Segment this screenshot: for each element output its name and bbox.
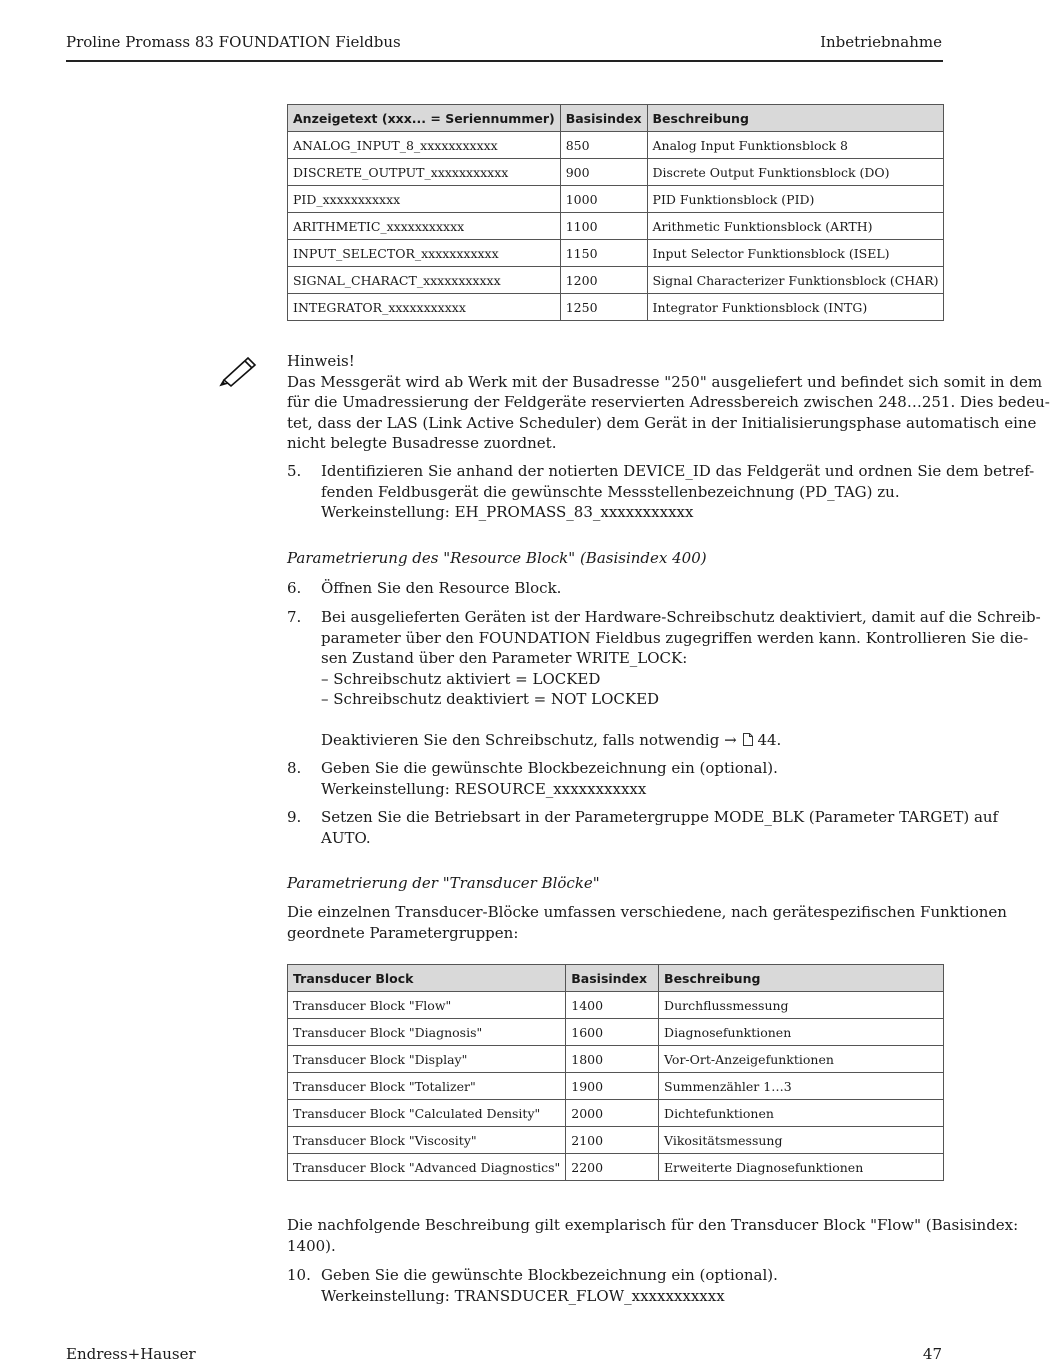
cell-description: PID Funktionsblock (PID) (647, 186, 944, 213)
note-line: tet, dass der LAS (Link Active Scheduler) dem Gerät in der Initialisierungsphase automatisch eine (287, 413, 1037, 432)
cell-base-index: 2200 (566, 1154, 659, 1181)
intro-line: Die einzelnen Transducer-Blöcke umfassen verschiedene, nach gerätespezifischen Funktionen (287, 903, 1007, 921)
footer-company: Endress+Hauser (66, 1345, 196, 1363)
cell-description: Diagnosefunktionen (659, 1019, 944, 1046)
cell-description: Arithmetic Funktionsblock (ARTH) (647, 213, 944, 240)
cell-transducer-block: Transducer Block "Calculated Density" (288, 1100, 566, 1127)
note-line: für die Umadressierung der Feldgeräte reservierten Adressbereich zwischen 248…251. Dies bedeu- (287, 393, 1050, 411)
cell-display-text: ARITHMETIC_xxxxxxxxxxx (288, 213, 561, 240)
cell-description: Discrete Output Funktionsblock (DO) (647, 159, 944, 186)
cell-display-text: SIGNAL_CHARACT_xxxxxxxxxxx (288, 267, 561, 294)
step-8 (287, 758, 943, 799)
step-line: Werkeinstellung: RESOURCE_xxxxxxxxxxx (321, 779, 647, 798)
cell-description: Analog Input Funktionsblock 8 (647, 132, 944, 159)
table-row (288, 267, 944, 294)
cell-base-index: 1100 (560, 213, 647, 240)
column-header: Basisindex (566, 965, 659, 992)
cell-display-text: ANALOG_INPUT_8_xxxxxxxxxxx (288, 132, 561, 159)
step-6 (287, 578, 943, 599)
step-line: Identifizieren Sie anhand der notierten DEVICE_ID das Feldgerät und ordnen Sie dem betref- (321, 462, 1035, 480)
cell-transducer-block: Transducer Block "Advanced Diagnostics" (288, 1154, 566, 1181)
cell-transducer-block: Transducer Block "Display" (288, 1046, 566, 1073)
cell-base-index: 1000 (560, 186, 647, 213)
step-line: Bei ausgelieferten Geräten ist der Hardware-Schreibschutz deaktiviert, damit auf die Schreib- (321, 608, 1041, 626)
step-line: parameter über den FOUNDATION Fieldbus zugegriffen werden kann. Kontrollieren Sie die- (321, 628, 1029, 647)
table-row (288, 992, 944, 1019)
step-line: fenden Feldbusgerät die gewünschte Messstellenbezeichnung (PD_TAG) zu. (321, 482, 900, 501)
cell-transducer-block: Transducer Block "Diagnosis" (288, 1019, 566, 1046)
column-header: Basisindex (560, 105, 647, 132)
table-row (288, 1100, 944, 1127)
table-row (288, 1073, 944, 1100)
step-number: 6. (287, 579, 302, 597)
column-header: Transducer Block (288, 965, 566, 992)
cell-description: Input Selector Funktionsblock (ISEL) (647, 240, 944, 267)
step-5 (287, 461, 1035, 523)
reference-page: 44. (757, 731, 782, 749)
cell-display-text: PID_xxxxxxxxxxx (288, 186, 561, 213)
table-row (288, 240, 944, 267)
cell-base-index: 1800 (566, 1046, 659, 1073)
table-row (288, 1127, 944, 1154)
header-title: Proline Promass 83 FOUNDATION Fieldbus (66, 33, 401, 51)
page-reference[interactable] (321, 730, 1041, 751)
transducer-intro (287, 902, 1007, 943)
step-line: Öffnen Sie den Resource Block. (321, 579, 562, 597)
note-title: Hinweis! (287, 352, 355, 370)
step-line: Setzen Sie die Betriebsart in der Parametergruppe MODE_BLK (Parameter TARGET) auf (321, 808, 999, 826)
cell-base-index: 2000 (566, 1100, 659, 1127)
step-10 (287, 1265, 943, 1306)
page-icon (743, 733, 753, 746)
cell-base-index: 1900 (566, 1073, 659, 1100)
step-number: 9. (287, 808, 302, 826)
header-rule (66, 60, 943, 62)
function-block-table (287, 104, 944, 321)
heading-transducer-blocks: Parametrierung der "Transducer Blöcke" (287, 874, 600, 892)
table-row (288, 186, 944, 213)
cell-transducer-block: Transducer Block "Viscosity" (288, 1127, 566, 1154)
cell-description: Integrator Funktionsblock (INTG) (647, 294, 944, 321)
cell-description: Vor-Ort-Anzeigefunktionen (659, 1046, 944, 1073)
cell-description: Erweiterte Diagnosefunktionen (659, 1154, 944, 1181)
step-number: 7. (287, 608, 302, 626)
step-line: – Schreibschutz deaktiviert = NOT LOCKED (321, 690, 660, 708)
cell-transducer-block: Transducer Block "Totalizer" (288, 1073, 566, 1100)
cell-display-text: INTEGRATOR_xxxxxxxxxxx (288, 294, 561, 321)
step-7 (287, 607, 1041, 751)
reference-text: Deaktivieren Sie den Schreibschutz, falls notwendig → (321, 731, 737, 749)
cell-description: Durchflussmessung (659, 992, 944, 1019)
step-line: AUTO. (321, 828, 371, 847)
step-line: – Schreibschutz aktiviert = LOCKED (321, 669, 601, 688)
cell-transducer-block: Transducer Block "Flow" (288, 992, 566, 1019)
table-header-row (288, 105, 944, 132)
table-header-row (288, 965, 944, 992)
intro-line: geordnete Parametergruppen: (287, 923, 519, 942)
cell-base-index: 1200 (560, 267, 647, 294)
cell-base-index: 1400 (566, 992, 659, 1019)
cell-base-index: 900 (560, 159, 647, 186)
cell-description: Vikositätsmessung (659, 1127, 944, 1154)
cell-base-index: 850 (560, 132, 647, 159)
cell-display-text: DISCRETE_OUTPUT_xxxxxxxxxxx (288, 159, 561, 186)
table-row (288, 1046, 944, 1073)
step-number: 10. (287, 1266, 311, 1284)
step-line: Geben Sie die gewünschte Blockbezeichnung ein (optional). (321, 1266, 778, 1284)
table-row (288, 1019, 944, 1046)
cell-base-index: 1600 (566, 1019, 659, 1046)
column-header: Anzeigetext (xxx... = Seriennummer) (288, 105, 561, 132)
table-row (288, 294, 944, 321)
step-line: Geben Sie die gewünschte Blockbezeichnung ein (optional). (321, 759, 778, 777)
table-row (288, 213, 944, 240)
intro-line: 1400). (287, 1236, 336, 1255)
intro-line: Die nachfolgende Beschreibung gilt exemplarisch für den Transducer Block "Flow" (Basisindex: (287, 1216, 1019, 1234)
table-row (288, 132, 944, 159)
step-line: Werkeinstellung: EH_PROMASS_83_xxxxxxxxxxx (321, 503, 694, 521)
cell-base-index: 2100 (566, 1127, 659, 1154)
table-row (288, 1154, 944, 1181)
transducer-block-table (287, 964, 944, 1181)
cell-description: Summenzähler 1…3 (659, 1073, 944, 1100)
cell-base-index: 1150 (560, 240, 647, 267)
table-row (288, 159, 944, 186)
note-block (287, 351, 1050, 454)
cell-base-index: 1250 (560, 294, 647, 321)
column-header: Beschreibung (659, 965, 944, 992)
step-number: 8. (287, 759, 302, 777)
step-line: Werkeinstellung: TRANSDUCER_FLOW_xxxxxxxxxxx (321, 1286, 725, 1305)
page-number: 47 (922, 1345, 942, 1363)
flow-intro (287, 1215, 1019, 1256)
note-line: Das Messgerät wird ab Werk mit der Busadresse "250" ausgeliefert und befindet sich somit in dem (287, 372, 1043, 391)
header-section: Inbetriebnahme (820, 33, 942, 51)
heading-resource-block: Parametrierung des "Resource Block" (Basisindex 400) (287, 549, 707, 567)
cell-description: Signal Characterizer Funktionsblock (CHAR) (647, 267, 944, 294)
step-9 (287, 807, 999, 848)
cell-description: Dichtefunktionen (659, 1100, 944, 1127)
step-line: sen Zustand über den Parameter WRITE_LOCK: (321, 649, 688, 667)
column-header: Beschreibung (647, 105, 944, 132)
cell-display-text: INPUT_SELECTOR_xxxxxxxxxxx (288, 240, 561, 267)
note-line: nicht belegte Busadresse zuordnet. (287, 434, 557, 452)
pencil-icon (218, 352, 260, 386)
step-number: 5. (287, 462, 302, 480)
